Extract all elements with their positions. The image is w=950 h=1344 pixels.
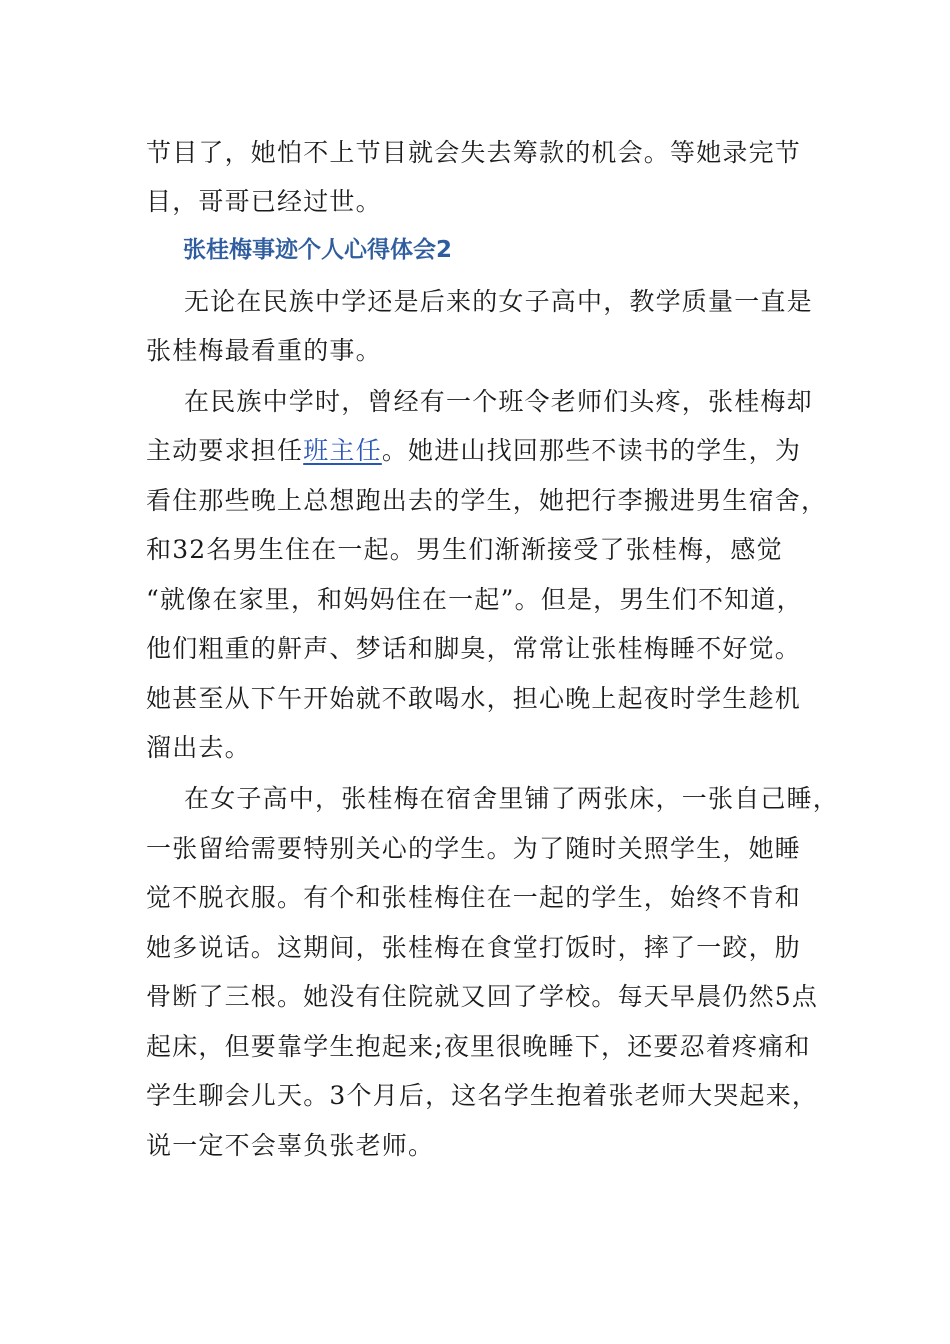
p3-line-2: 一张留给需要特别关心的学生。为了随时关照学生，她睡 — [146, 834, 802, 863]
p2-line-5: “就像在家里，和妈妈住在一起”。但是，男生们不知道， — [146, 585, 803, 614]
head-teacher-link[interactable]: 班主任 — [303, 436, 382, 465]
intro-line-1: 节目了，她怕不上节目就会失去筹款的机会。等她录完节 — [146, 138, 802, 167]
p2-line-4: 和32名男生住在一起。男生们渐渐接受了张桂梅，感觉 — [146, 535, 783, 564]
p2-line-7: 她甚至从下午开始就不敢喝水，担心晚上起夜时学生趁机 — [146, 684, 802, 713]
p2-line-2-after: 。她进山找回那些不读书的学生，为 — [381, 436, 802, 465]
intro-line-2: 目，哥哥已经过世。 — [146, 187, 382, 216]
p2-line-3: 看住那些晚上总想跑出去的学生，她把行李搬进男生宿舍， — [146, 486, 828, 515]
p2-line-6: 他们粗重的鼾声、梦话和脚臭，常常让张桂梅睡不好觉。 — [146, 634, 802, 663]
p3-line-4: 她多说话。这期间，张桂梅在食堂打饭时，摔了一跤，肋 — [146, 933, 802, 962]
p1-line-1: 无论在民族中学还是后来的女子高中，教学质量一直是 — [184, 287, 813, 316]
p3-line-8: 说一定不会辜负张老师。 — [146, 1131, 435, 1160]
p3-line-5: 骨断了三根。她没有住院就又回了学校。每天早晨仍然5点 — [146, 982, 819, 1011]
p3-line-7: 学生聊会儿天。3个月后，这名学生抱着张老师大哭起来， — [146, 1081, 819, 1110]
p3-line-6: 起床，但要靠学生抱起来;夜里很晚睡下，还要忍着疼痛和 — [146, 1032, 811, 1061]
p2-line-8: 溜出去。 — [146, 733, 251, 762]
p1-line-2: 张桂梅最看重的事。 — [146, 336, 382, 365]
p2-line-1: 在民族中学时，曾经有一个班令老师们头疼，张桂梅却 — [184, 387, 813, 416]
p3-line-3: 觉不脱衣服。有个和张桂梅住在一起的学生，始终不肯和 — [146, 883, 802, 912]
section-heading: 张桂梅事迹个人心得体会2 — [183, 237, 453, 263]
p3-line-1: 在女子高中，张桂梅在宿舍里铺了两张床，一张自己睡， — [184, 784, 840, 813]
p2-line-2-before: 主动要求担任 — [146, 436, 304, 465]
p2-line-2 — [146, 434, 801, 468]
